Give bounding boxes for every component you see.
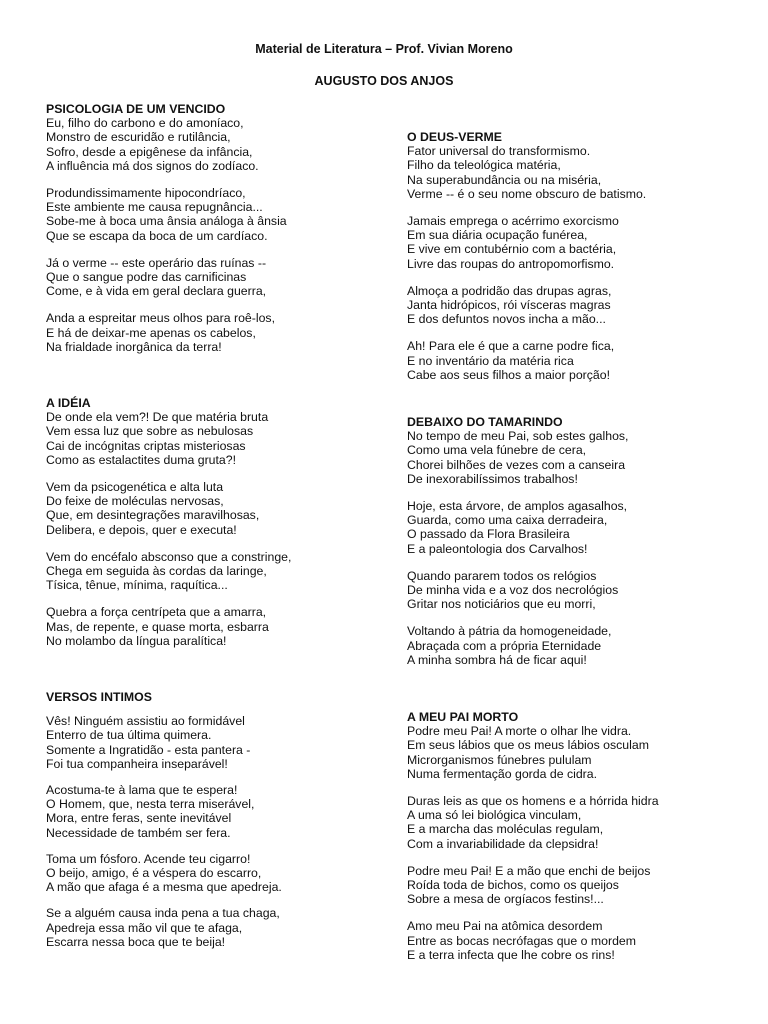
stanza	[407, 144, 646, 201]
verse-line: Gritar nos noticiários que eu morri,	[407, 597, 596, 612]
verse-line: Guarda, como uma caixa derradeira,	[407, 513, 608, 528]
stanza	[46, 480, 291, 537]
verse-line: Escarra nessa boca que te beija!	[46, 934, 226, 949]
verse-line: E a paleontologia dos Carvalhos!	[407, 541, 588, 556]
poem-ideia	[46, 396, 291, 648]
verse-line: Este ambiente me causa repugnância...	[46, 200, 263, 215]
verse-line: Que se escapa da boca de um cardíaco.	[46, 228, 268, 243]
verse-line: A influência má dos signos do zodíaco.	[46, 158, 259, 173]
verse-line: Come, e à vida em geral declara guerra,	[46, 284, 267, 299]
stanza	[46, 605, 291, 648]
verse-line: Toma um fósforo. Acende teu cigarro!	[46, 851, 251, 866]
verse-line: Jamais emprega o acérrimo exorcismo	[407, 214, 619, 229]
author-name: AUGUSTO DOS ANJOS	[314, 74, 454, 88]
poem-title: A MEU PAI MORTO	[407, 710, 519, 724]
verse-line: Vem da psicogenética e alta luta	[46, 480, 224, 495]
poem-body	[407, 144, 646, 382]
stanza	[407, 794, 659, 851]
verse-line: Quando pararem todos os relógios	[407, 568, 597, 583]
stanza	[407, 864, 659, 907]
document-header: Material de Literatura – Prof. Vivian Moreno	[255, 42, 513, 56]
verse-line: Cabe aos seus filhos a maior porção!	[407, 367, 611, 382]
stanza	[46, 116, 287, 173]
verse-line: Vês! Ninguém assistiu ao formidável	[46, 714, 245, 729]
stanza	[407, 724, 659, 781]
verse-line: Almoça a podridão das drupas agras,	[407, 283, 612, 298]
verse-line: Amo meu Pai na atômica desordem	[407, 919, 603, 934]
verse-line: Que o sangue podre das carnificinas	[46, 270, 247, 285]
verse-line: Do feixe de moléculas nervosas,	[46, 494, 224, 509]
poem-title: DEBAIXO DO TAMARINDO	[407, 415, 563, 429]
verse-line: Delibera, e depois, quer e executa!	[46, 522, 237, 537]
verse-line: Abraçada com a própria Eternidade	[407, 638, 602, 653]
verse-line: No molambo da língua paralítica!	[46, 633, 227, 648]
verse-line: Na frialdade inorgânica da terra!	[46, 339, 222, 354]
verse-line: Monstro de escuridão e rutilância,	[46, 130, 231, 145]
verse-line: Na superabundância ou na miséria,	[407, 172, 602, 187]
verse-line: E no inventário da matéria rica	[407, 353, 574, 368]
stanza	[407, 214, 646, 271]
poem-title: O DEUS-VERME	[407, 130, 502, 144]
verse-line: Janta hidrópicos, rói vísceras magras	[407, 298, 611, 313]
verse-line: O Homem, que, nesta terra miserável,	[46, 797, 255, 812]
verse-line: Já o verme -- este operário das ruínas --	[46, 255, 267, 270]
stanza	[407, 339, 646, 382]
verse-line: Roída toda de bichos, como os queijos	[407, 878, 619, 893]
verse-line: A mão que afaga é a mesma que apedreja.	[46, 880, 282, 895]
stanza	[46, 852, 282, 895]
poem-body	[407, 724, 659, 962]
stanza	[46, 906, 282, 949]
verse-line: Anda a espreitar meus olhos para roê-los,	[46, 311, 275, 326]
verse-line: Sofro, desde a epigênese da infância,	[46, 144, 253, 159]
verse-line: Chega em seguida às cordas da laringe,	[46, 564, 267, 579]
verse-line: No tempo de meu Pai, sob estes galhos,	[407, 429, 629, 444]
verse-line: Necessidade de também ser fera.	[46, 825, 231, 840]
poem-body	[407, 429, 628, 667]
verse-line: Se a alguém causa inda pena a tua chaga,	[46, 906, 280, 921]
verse-line: Microrganismos fúnebres pululam	[407, 752, 592, 767]
poem-body	[46, 410, 291, 648]
stanza	[46, 186, 287, 243]
stanza	[46, 783, 282, 840]
verse-line: Acostuma-te à lama que te espera!	[46, 783, 238, 798]
verse-line: Cai de incógnitas criptas misteriosas	[46, 438, 246, 453]
verse-line: De onde ela vem?! De que matéria bruta	[46, 410, 269, 425]
verse-line: Que, em desintegrações maravilhosas,	[46, 508, 260, 523]
verse-line: Entre as bocas necrófagas que o mordem	[407, 933, 636, 948]
verse-line: De minha vida e a voz dos necrológios	[407, 583, 619, 598]
verse-line: E a terra infecta que lhe cobre os rins!	[407, 947, 615, 962]
poem-body	[46, 116, 287, 354]
poem-deus-verme	[407, 130, 646, 382]
verse-line: Podre meu Pai! E a mão que enchi de beijos	[407, 863, 651, 878]
stanza	[407, 569, 628, 612]
poem-debaixo-do-tamarindo	[407, 415, 628, 667]
verse-line: Vem do encéfalo absconso que a constringe,	[46, 549, 292, 564]
poem-title: A IDÉIA	[46, 396, 91, 410]
poem-versos-intimos	[46, 690, 282, 961]
verse-line: Em seus lábios que os meus lábios osculam	[407, 738, 649, 753]
stanza	[46, 550, 291, 593]
stanza	[46, 410, 291, 467]
verse-line: Podre meu Pai! A morte o olhar lhe vidra.	[407, 724, 632, 739]
verse-line: Eu, filho do carbono e do amoníaco,	[46, 116, 244, 131]
stanza	[407, 284, 646, 327]
verse-line: A uma só lei biológica vinculam,	[407, 808, 582, 823]
stanza	[407, 624, 628, 667]
stanza	[407, 429, 628, 486]
verse-line: Fator universal do transformismo.	[407, 144, 591, 159]
verse-line: E a marcha das moléculas regulam,	[407, 822, 604, 837]
poem-body	[46, 714, 282, 949]
verse-line: Vem essa luz que sobre as nebulosas	[46, 424, 254, 439]
verse-line: Quebra a força centrípeta que a amarra,	[46, 605, 267, 620]
poem-psicologia	[46, 102, 287, 354]
verse-line: O beijo, amigo, é a véspera do escarro,	[46, 866, 262, 881]
verse-line: Como as estalactites duma gruta?!	[46, 452, 237, 467]
verse-line: Tísica, tênue, mínima, raquítica...	[46, 578, 228, 593]
poem-title: PSICOLOGIA DE UM VENCIDO	[46, 102, 226, 116]
stanza	[46, 714, 282, 771]
verse-line: De inexorabilíssimos trabalhos!	[407, 471, 578, 486]
verse-line: Livre das roupas do antropomorfismo.	[407, 256, 615, 271]
verse-line: Foi tua companheira inseparável!	[46, 756, 228, 771]
verse-line: Somente a Ingratidão - esta pantera -	[46, 742, 251, 757]
verse-line: Com a invariabilidade da clepsidra!	[407, 836, 599, 851]
verse-line: Ah! Para ele é que a carne podre fica,	[407, 339, 615, 354]
verse-line: Duras leis as que os homens e a hórrida hidra	[407, 794, 659, 809]
verse-line: Como uma vela fúnebre de cera,	[407, 443, 587, 458]
verse-line: Sobe-me à boca uma ânsia análoga à ânsia	[46, 214, 287, 229]
verse-line: Apedreja essa mão vil que te afaga,	[46, 920, 243, 935]
verse-line: Produndissimamente hipocondríaco,	[46, 186, 246, 201]
stanza	[46, 311, 287, 354]
verse-line: Sobre a mesa de orgíacos festins!...	[407, 892, 604, 907]
verse-line: Voltando à pátria da homogeneidade,	[407, 624, 612, 639]
verse-line: A minha sombra há de ficar aqui!	[407, 652, 587, 667]
verse-line: Numa fermentação gorda de cidra.	[407, 766, 598, 781]
verse-line: Hoje, esta árvore, de amplos agasalhos,	[407, 499, 628, 514]
verse-line: O passado da Flora Brasileira	[407, 527, 570, 542]
verse-line: Mora, entre feras, sente inevitável	[46, 811, 232, 826]
verse-line: E vive em contubérnio com a bactéria,	[407, 242, 617, 257]
verse-line: Enterro de tua última quimera.	[46, 728, 212, 743]
stanza	[407, 499, 628, 556]
poem-a-meu-pai-morto	[407, 710, 659, 962]
verse-line: E há de deixar-me apenas os cabelos,	[46, 325, 256, 340]
verse-line: Mas, de repente, e quase morta, esbarra	[46, 619, 269, 634]
verse-line: E dos defuntos novos incha a mão...	[407, 312, 606, 327]
stanza	[46, 256, 287, 299]
poem-title: VERSOS INTIMOS	[46, 690, 152, 704]
stanza	[407, 919, 659, 962]
verse-line: Em sua diária ocupação funérea,	[407, 228, 588, 243]
verse-line: Chorei bilhões de vezes com a canseira	[407, 457, 626, 472]
verse-line: Verme -- é o seu nome obscuro de batismo.	[407, 186, 647, 201]
verse-line: Filho da teleológica matéria,	[407, 158, 561, 173]
